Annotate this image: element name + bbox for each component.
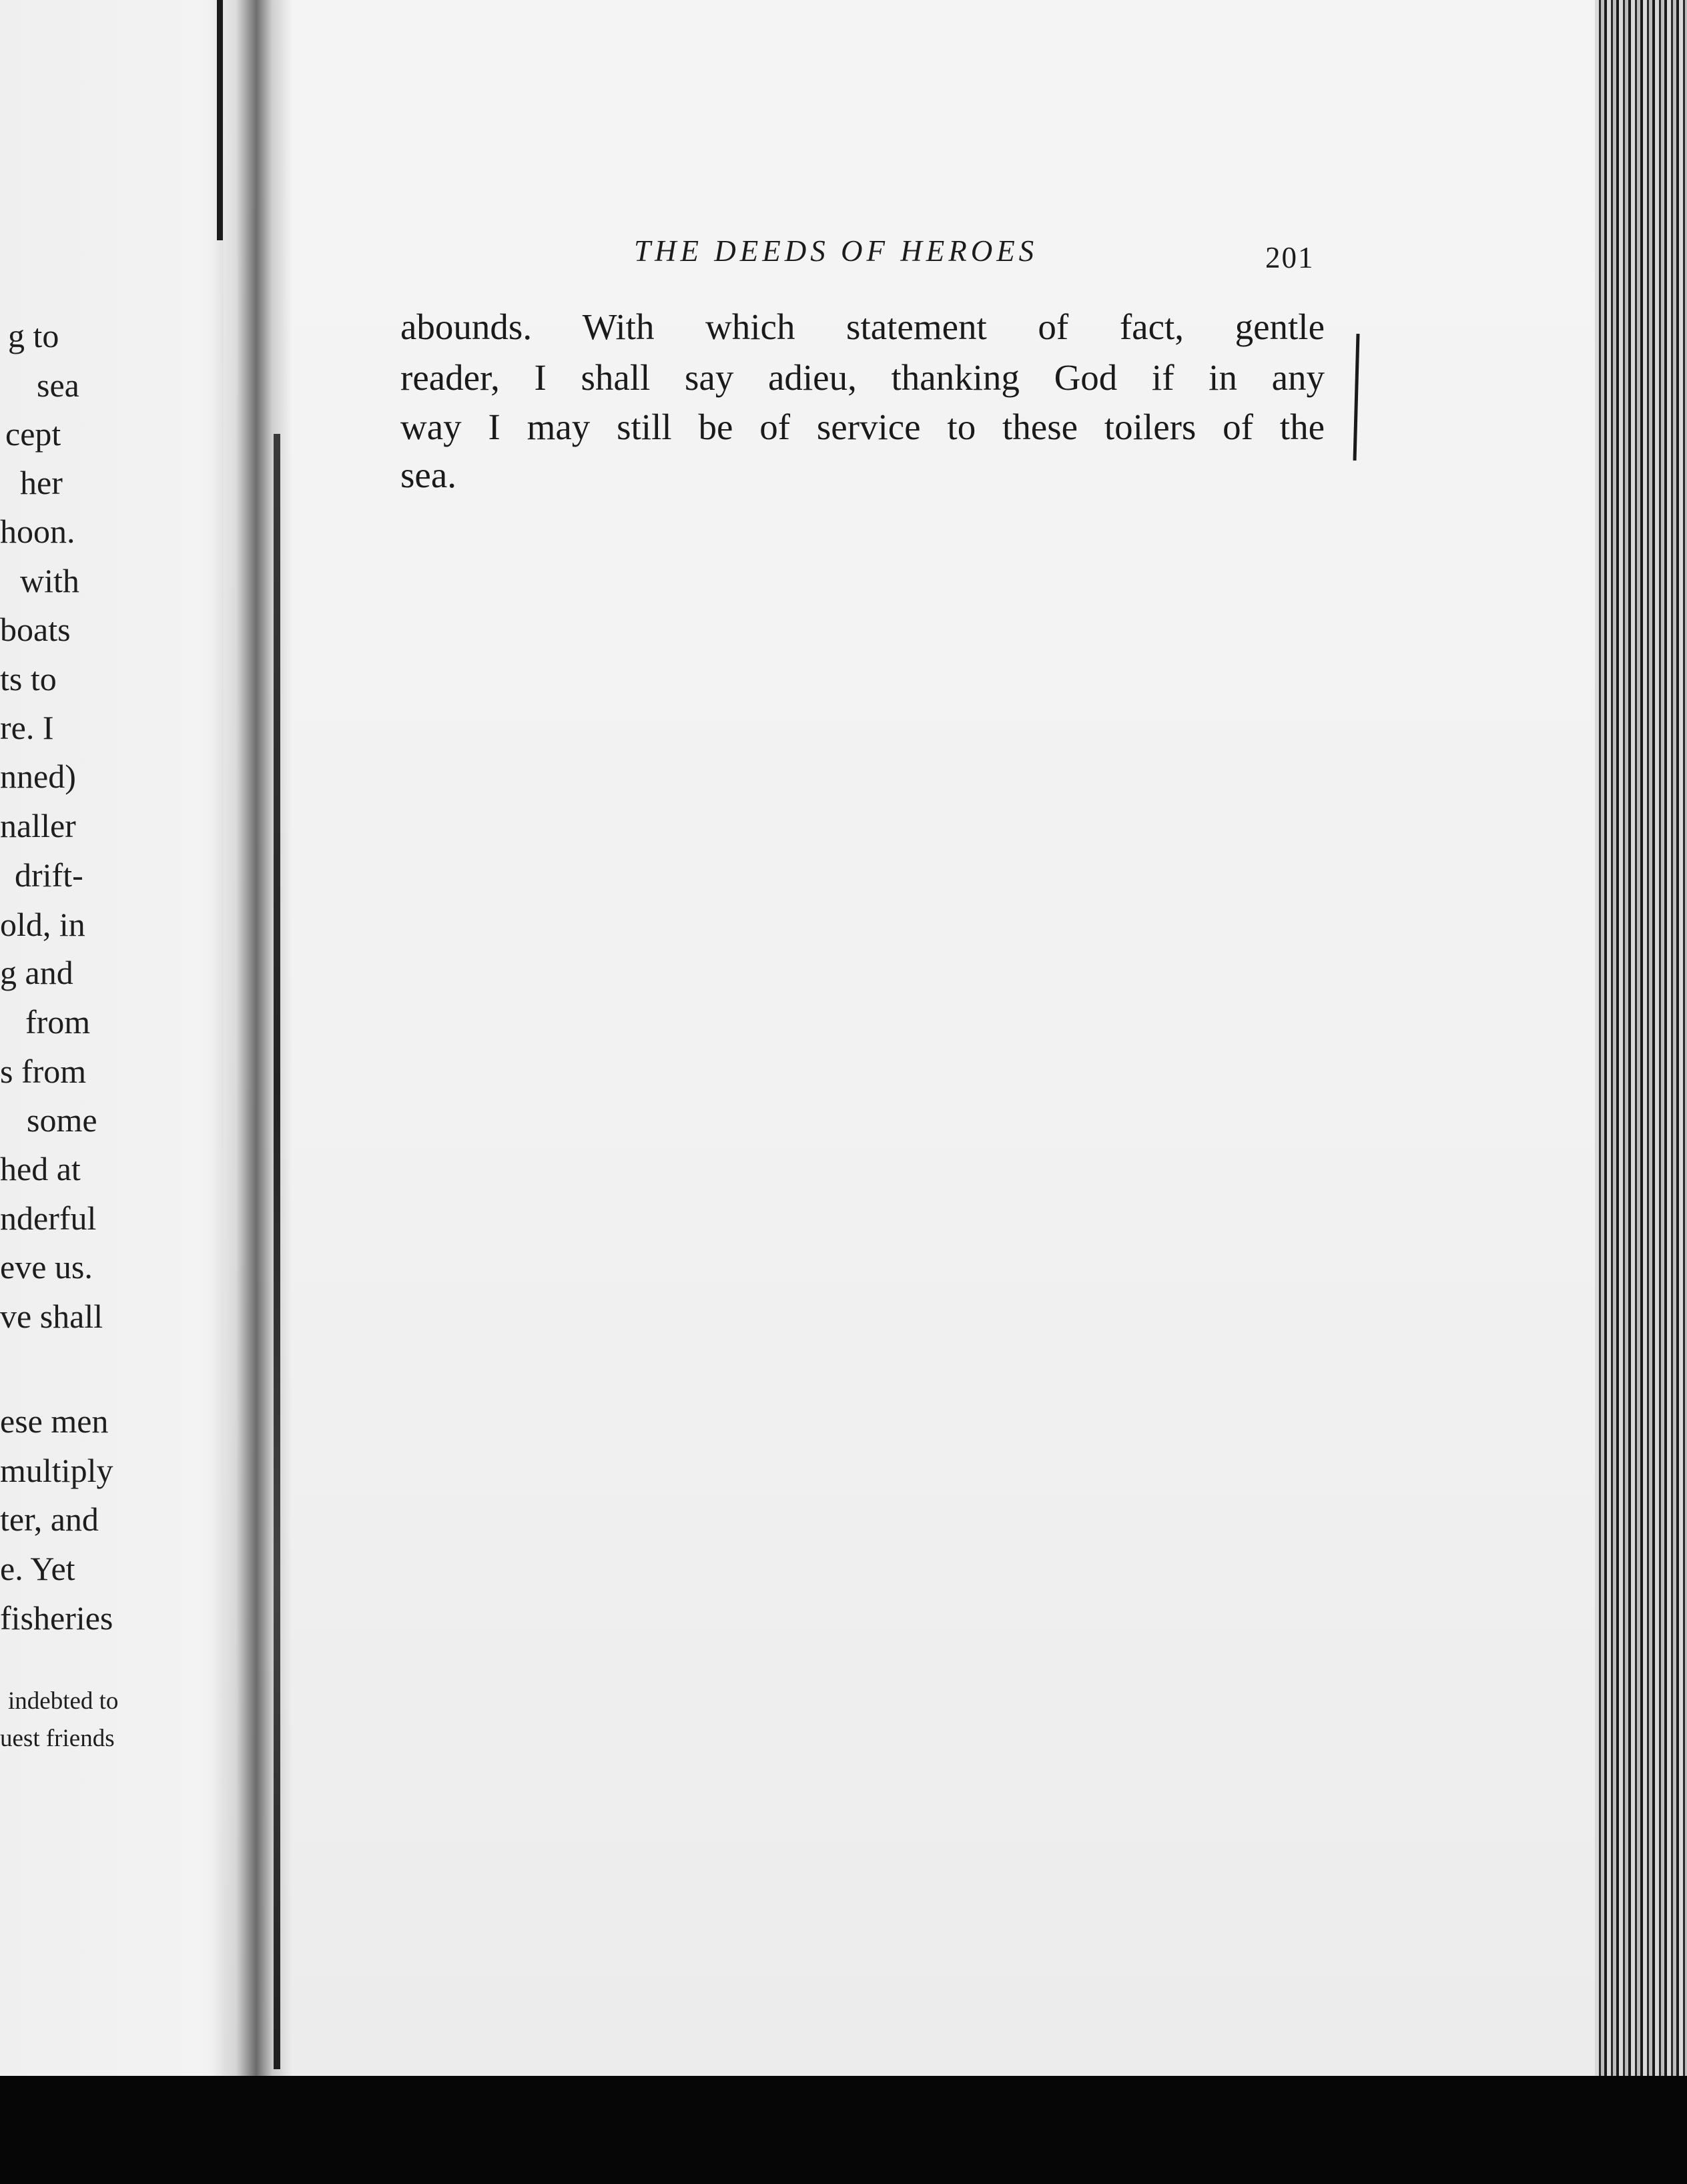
left-page-line: from [25, 1003, 91, 1041]
left-page-line: re. I [0, 709, 54, 746]
body-text-line: way I may still be of service to these toilers of the [400, 406, 1325, 447]
left-page-line: old, in [0, 906, 85, 943]
left-page-line: fisheries [0, 1599, 113, 1637]
left-page-line: some [27, 1101, 97, 1139]
left-page-line: with [20, 562, 79, 599]
left-page-line: g and [0, 954, 73, 991]
binding-gutter [212, 0, 292, 2083]
left-page-line: ter, and [0, 1500, 99, 1538]
page-block-edges [1595, 0, 1687, 2103]
left-page-line: nned) [0, 758, 76, 795]
body-text-line: abounds. With which statement of fact, gentle [400, 306, 1325, 347]
left-page-line: boats [0, 611, 71, 648]
body-text-line: sea. [400, 455, 456, 495]
page-number: 201 [1265, 241, 1315, 274]
left-page-line: s from [0, 1053, 87, 1090]
left-page-line: naller [0, 807, 76, 844]
left-page-line: hed at [0, 1150, 81, 1187]
left-page-line: ese men [0, 1402, 109, 1440]
left-page-line: her [20, 464, 63, 501]
left-page-footnote-line: indebted to [8, 1687, 119, 1715]
left-page-line: cept [5, 415, 61, 453]
scan-background [0, 2076, 1687, 2184]
left-page-line: hoon. [0, 513, 75, 550]
left-page-line: drift- [15, 856, 83, 894]
left-page-line: eve us. [0, 1248, 93, 1286]
left-page-line: ve shall [0, 1298, 103, 1335]
left-page-line: sea [37, 366, 79, 404]
binding-edge [217, 0, 223, 240]
running-head: THE DEEDS OF HEROES [634, 234, 1038, 268]
body-text-line: reader, I shall say adieu, thanking God if in any [400, 357, 1325, 398]
left-page-line: g to [8, 317, 59, 354]
left-page-footnote-line: uest friends [0, 1725, 115, 1752]
left-page-line: ts to [0, 660, 57, 698]
left-page-line: multiply [0, 1452, 113, 1489]
left-page-line: e. Yet [0, 1550, 75, 1587]
page-fold-edge [274, 434, 280, 2069]
left-page-line: nderful [0, 1199, 97, 1237]
